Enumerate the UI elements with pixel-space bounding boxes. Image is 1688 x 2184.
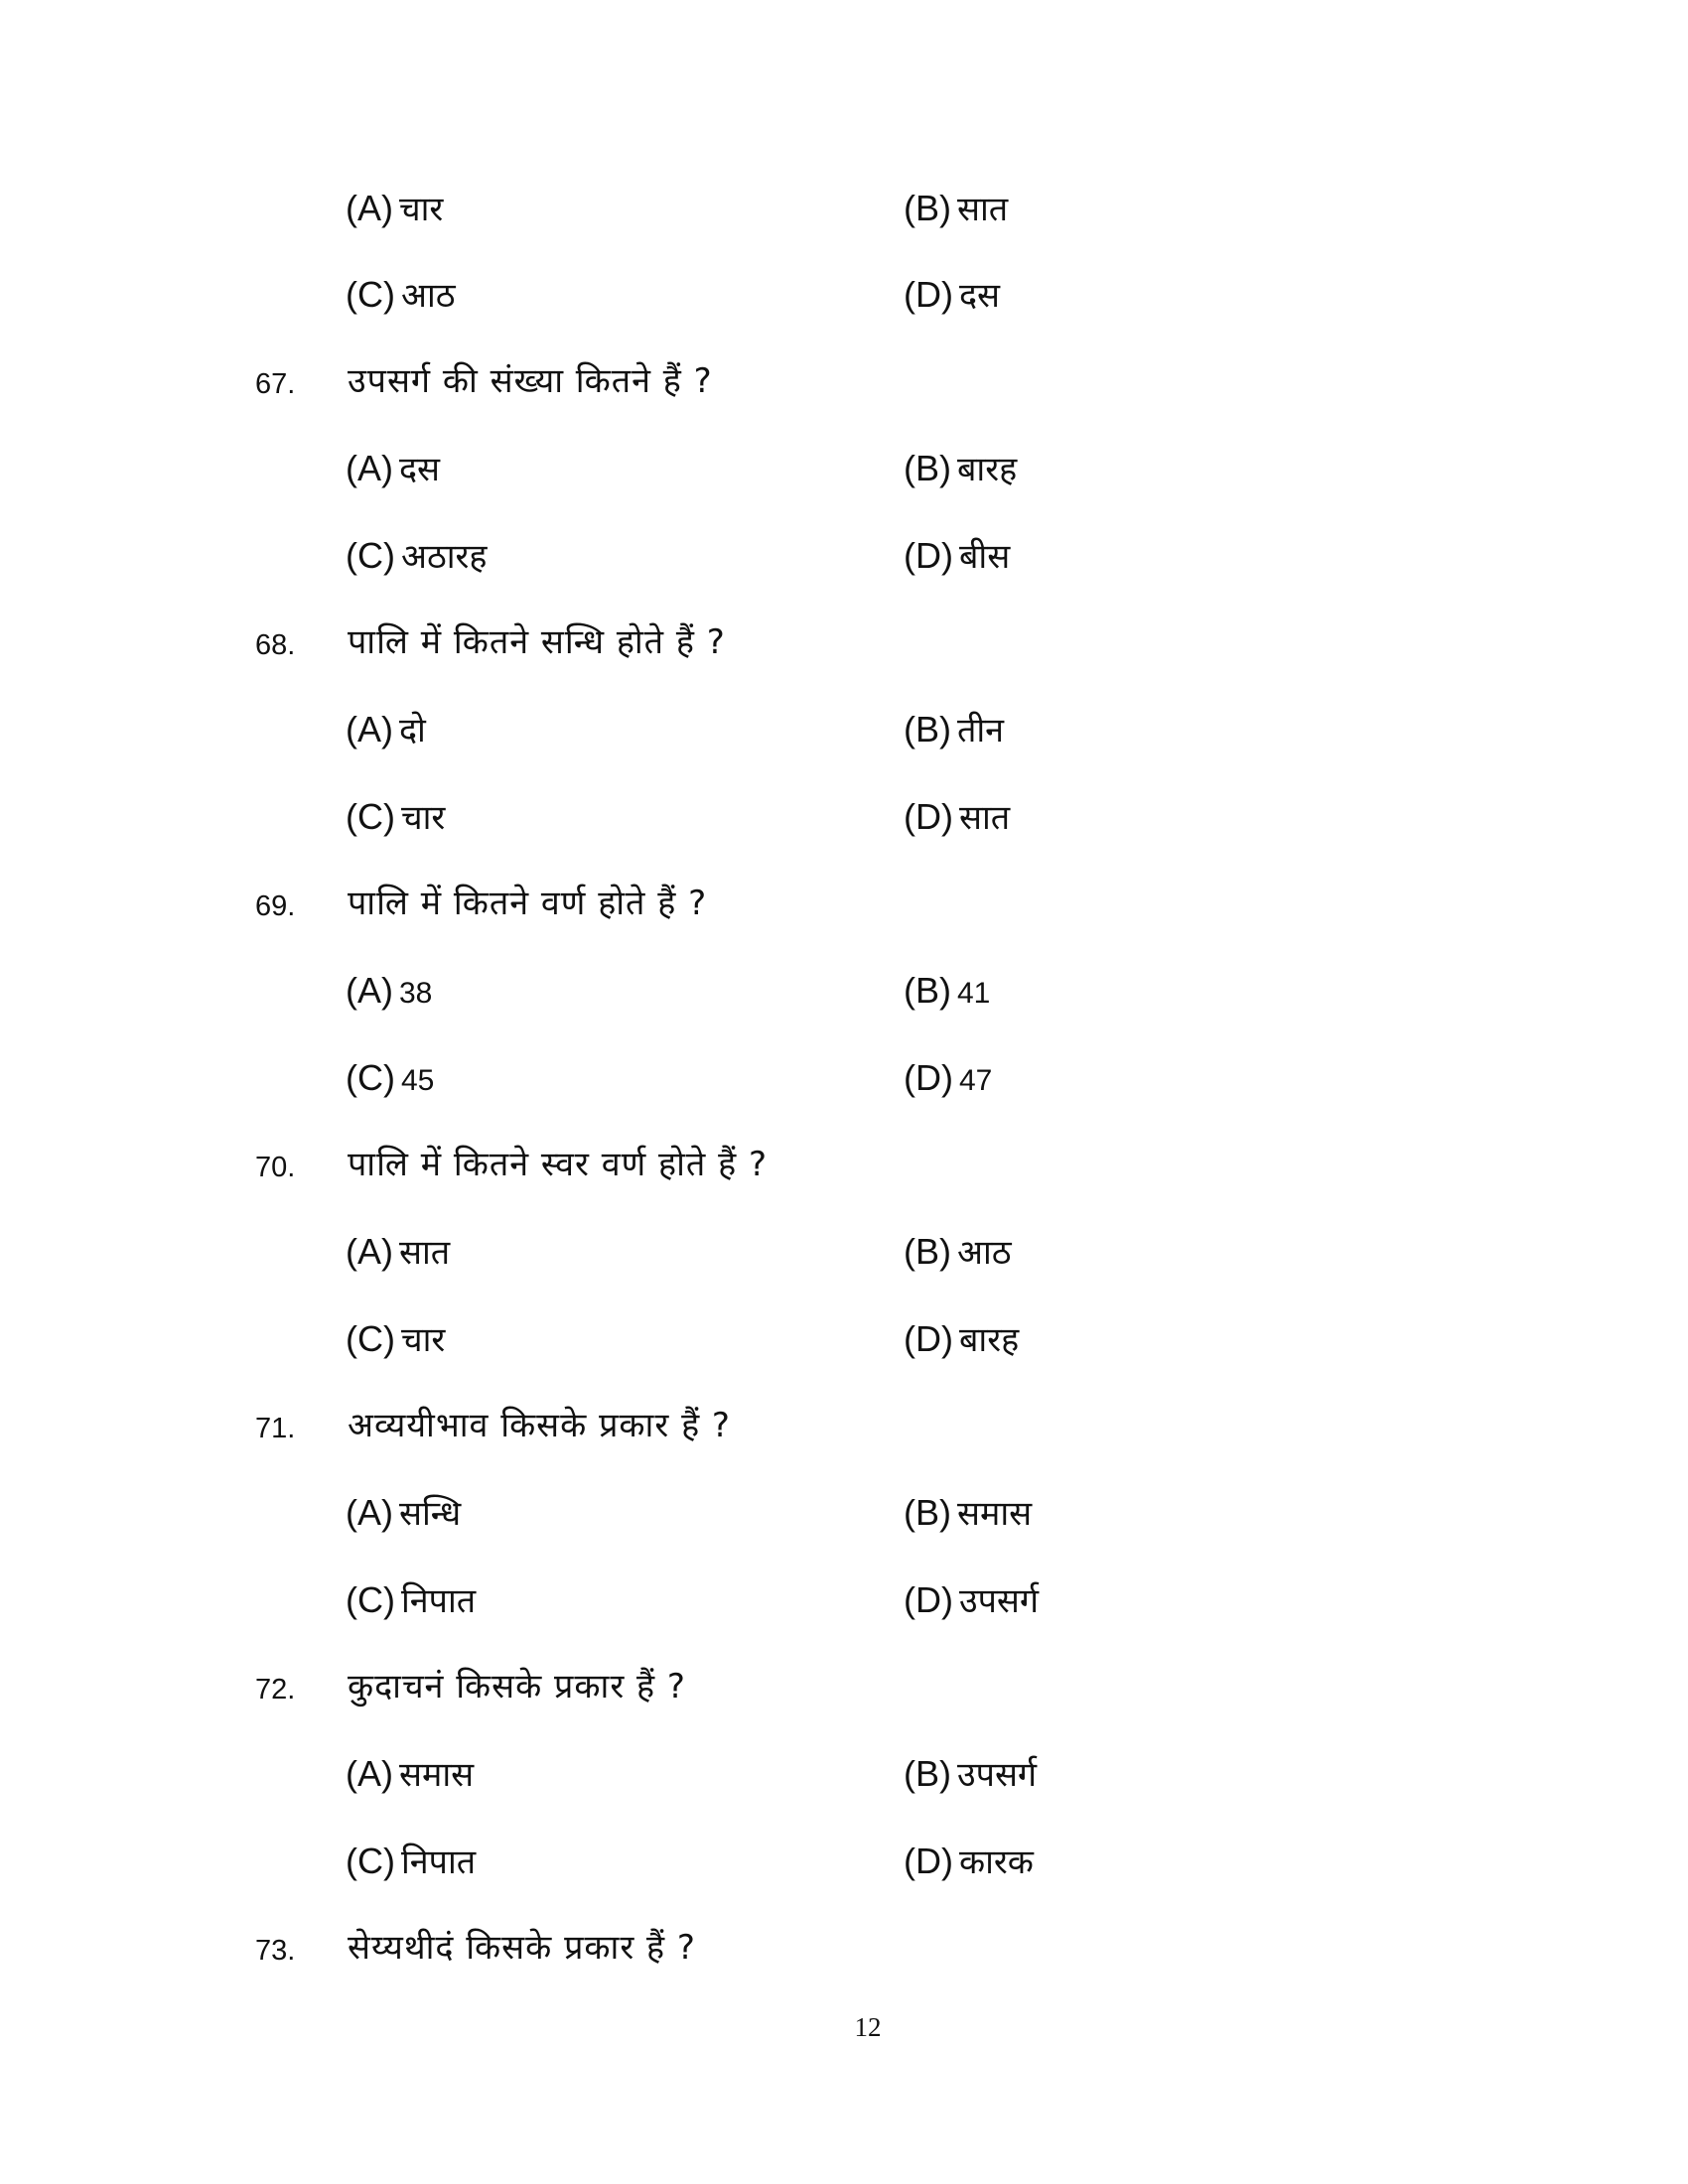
option-text: बारह [958,1320,1020,1360]
option-text: 45 [400,1064,435,1097]
page-number: 12 [854,2012,882,2042]
option-text: बारह [957,450,1018,489]
option-label: (A) [346,1231,393,1272]
option-text: उपसर्ग [958,1581,1040,1621]
option-d [904,1840,1034,1884]
question-number: 67. [255,368,296,400]
option-label: (B) [904,1231,951,1272]
question-number: 69. [255,890,296,922]
option-label: (D) [904,1841,953,1881]
question-text: पालि में कितने वर्ण होते हैं ? [348,884,708,923]
option-c [346,1578,476,1623]
option-a [346,1491,461,1536]
question-number: 72. [255,1674,296,1706]
option-a [346,708,426,752]
option-d [904,273,1000,318]
option-a [346,1752,474,1797]
question-text: पालि में कितने सन्धि होते हैं ? [348,622,726,662]
option-label: (D) [904,1318,953,1359]
option-label: (D) [904,796,953,837]
option-c [346,273,456,318]
question-number: 68. [255,629,296,661]
option-label: (A) [346,188,393,228]
option-label: (B) [904,1753,951,1794]
option-b [904,1491,1032,1536]
option-text: सात [957,190,1009,229]
question-text: अव्ययीभाव किसके प्रकार हैं ? [348,1406,731,1445]
option-d [904,1317,1019,1362]
option-label: (A) [346,1753,393,1794]
option-text: दस [399,450,441,489]
option-label: (B) [904,1492,951,1533]
option-label: (C) [346,1057,395,1098]
option-c [346,1056,434,1103]
option-label: (B) [904,709,951,750]
option-a [346,969,432,1016]
option-text: कारक [958,1843,1034,1882]
option-label: (D) [904,1579,953,1620]
option-label: (D) [904,274,953,315]
option-label: (B) [904,448,951,488]
option-b [904,969,990,1016]
question-text: सेय्यथीदं किसके प्रकार हैं ? [348,1928,696,1968]
option-a [346,447,440,491]
option-label: (A) [346,970,393,1011]
option-text: आठ [957,1233,1012,1273]
option-d [904,1578,1039,1623]
option-text: चार [400,798,446,838]
question-text: कुदाचनं किसके प्रकार हैं ? [348,1667,686,1706]
option-b [904,1752,1037,1797]
option-text: दो [399,711,426,751]
option-label: (C) [346,1579,395,1620]
question-number: 70. [255,1152,296,1183]
question-number: 73. [255,1935,296,1967]
option-label: (C) [346,1318,395,1359]
option-label: (C) [346,1841,395,1881]
option-text: समास [957,1494,1033,1534]
option-text: तीन [957,711,1005,751]
option-text: चार [400,1320,446,1360]
option-text: समास [399,1755,475,1795]
option-text: सन्धि [399,1494,462,1534]
option-text: बीस [958,537,1011,577]
option-label: (D) [904,535,953,576]
option-b [904,1230,1012,1275]
option-label: (A) [346,448,393,488]
option-c [346,795,445,840]
option-a [346,187,443,231]
option-label: (C) [346,796,395,837]
option-text: निपात [400,1581,477,1621]
option-d [904,534,1010,579]
option-text: 47 [958,1064,993,1097]
option-b [904,187,1008,231]
option-text: उपसर्ग [957,1755,1038,1795]
question-text: पालि में कितने स्वर वर्ण होते हैं ? [348,1145,768,1184]
option-c [346,534,487,579]
option-c [346,1317,445,1362]
option-d [904,795,1010,840]
question-number: 71. [255,1413,296,1444]
option-label: (B) [904,188,951,228]
option-label: (A) [346,1492,393,1533]
option-text: चार [399,190,444,229]
option-text: सात [399,1233,451,1273]
option-text: आठ [400,276,456,316]
option-label: (B) [904,970,951,1011]
option-label: (A) [346,709,393,750]
option-text: दस [958,276,1001,316]
option-label: (C) [346,274,395,315]
option-label: (C) [346,535,395,576]
option-text: अठारह [400,537,488,577]
option-a [346,1230,450,1275]
option-d [904,1056,992,1103]
option-text: सात [958,798,1011,838]
option-text: 41 [957,977,991,1010]
option-text: निपात [400,1843,477,1882]
option-text: 38 [399,977,433,1010]
question-text: उपसर्ग की संख्या कितने हैं ? [348,361,713,401]
option-b [904,708,1004,752]
option-label: (D) [904,1057,953,1098]
option-b [904,447,1017,491]
option-c [346,1840,476,1884]
